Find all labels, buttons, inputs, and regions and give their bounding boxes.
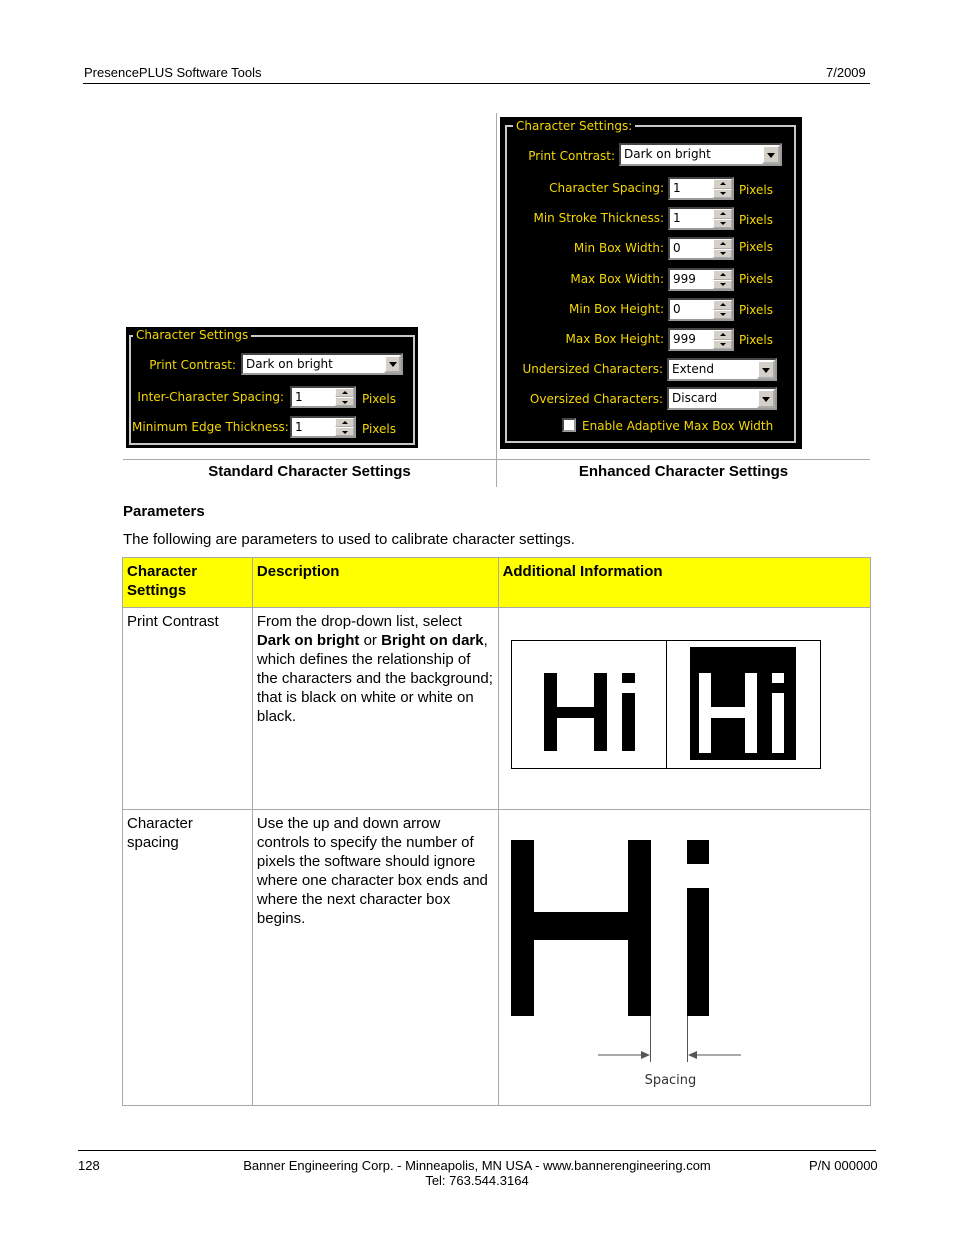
footer-phone: Tel: 763.544.3164 <box>425 1173 529 1188</box>
character-spacing-stepper[interactable] <box>713 179 732 198</box>
unit-label: Pixels <box>739 240 774 254</box>
print-contrast-label: Print Contrast: <box>528 149 615 163</box>
character-spacing-label: Character Spacing: <box>549 181 664 195</box>
header-character-settings: Character Settings <box>123 558 253 608</box>
chevron-down-icon[interactable] <box>384 355 401 373</box>
min-box-width-stepper[interactable] <box>713 239 732 258</box>
unit-label: Pixels <box>362 422 397 436</box>
letter-h-stem <box>628 840 651 1016</box>
parameters-table <box>122 557 871 1106</box>
max-box-width-input[interactable]: 999 <box>668 268 734 291</box>
inter-character-spacing-label: Inter-Character Spacing: <box>137 390 284 404</box>
panel-title: Character Settings <box>133 328 251 342</box>
letter-i-dot <box>622 673 635 683</box>
setting-name: Print Contrast <box>123 608 253 810</box>
minimum-edge-thickness-input[interactable]: 1 <box>290 416 356 438</box>
minimum-edge-thickness-label: Minimum Edge Thickness: <box>132 420 289 434</box>
figure-caption-rule <box>123 459 870 460</box>
spacing-label: Spacing <box>644 1073 697 1088</box>
letter-i-stem <box>687 888 709 1016</box>
spacing-arrows <box>594 1048 744 1062</box>
table-row <box>123 608 871 810</box>
minimum-edge-thickness-stepper[interactable] <box>335 418 354 436</box>
parameters-heading: Parameters <box>123 503 205 520</box>
max-box-width-stepper[interactable] <box>713 270 732 289</box>
undersized-characters-label: Undersized Characters: <box>522 362 663 376</box>
footer-rule <box>78 1150 876 1151</box>
enable-adaptive-label: Enable Adaptive Max Box Width <box>582 419 774 433</box>
table-row <box>123 810 871 1106</box>
panel-title: Character Settings: <box>513 119 635 133</box>
max-box-height-input[interactable]: 999 <box>668 328 734 351</box>
chevron-down-icon[interactable] <box>762 145 780 164</box>
min-stroke-thickness-stepper[interactable] <box>713 209 732 228</box>
inter-character-spacing-input[interactable]: 1 <box>290 386 356 408</box>
unit-label: Pixels <box>739 183 774 197</box>
enhanced-caption: Enhanced Character Settings <box>578 463 789 480</box>
running-header-date: 7/2009 <box>826 65 866 80</box>
print-contrast-label: Print Contrast: <box>149 358 236 372</box>
unit-label: Pixels <box>362 392 397 406</box>
footer-part-number: P/N 000000 <box>809 1158 878 1173</box>
header-additional-information: Additional Information <box>498 558 870 608</box>
unit-label: Pixels <box>739 303 774 317</box>
min-stroke-thickness-input[interactable]: 1 <box>668 207 734 230</box>
unit-label: Pixels <box>739 213 774 227</box>
min-box-height-label: Min Box Height: <box>569 302 664 316</box>
chevron-down-icon[interactable] <box>757 389 775 408</box>
min-box-height-stepper[interactable] <box>713 300 732 319</box>
min-box-width-label: Min Box Width: <box>573 241 664 255</box>
figure-divider <box>496 113 497 487</box>
setting-description: From the drop-down list, select Dark on bright or Bright on dark, which defines the relationship of the characters and the background; that is black on white or white on black. <box>252 608 498 810</box>
setting-name: Character spacing <box>123 810 253 1106</box>
table-header-row <box>123 558 871 608</box>
min-box-width-input[interactable]: 0 <box>668 237 734 260</box>
letter-i-stem <box>622 693 635 751</box>
enhanced-character-settings-panel <box>500 117 802 449</box>
standard-character-settings-panel <box>126 327 418 448</box>
letter-h-stem <box>594 673 607 751</box>
oversized-characters-label: Oversized Characters: <box>529 392 663 406</box>
max-box-width-label: Max Box Width: <box>570 272 664 286</box>
max-box-height-label: Max Box Height: <box>565 332 664 346</box>
min-stroke-thickness-label: Min Stroke Thickness: <box>533 211 664 225</box>
page-number: 128 <box>78 1158 100 1173</box>
chevron-down-icon[interactable] <box>757 360 775 379</box>
standard-caption: Standard Character Settings <box>208 463 411 480</box>
spacing-figure-cell <box>498 810 870 1106</box>
parameters-intro: The following are parameters to used to calibrate character settings. <box>123 531 575 548</box>
header-rule <box>83 83 870 84</box>
character-spacing-input[interactable]: 1 <box>668 177 734 200</box>
running-header-title: PresencePLUS Software Tools <box>84 65 262 80</box>
print-contrast-figure-cell <box>498 608 870 810</box>
unit-label: Pixels <box>739 272 774 286</box>
setting-description: Use the up and down arrow controls to specify the number of pixels the software should ignore where one character box ends and where the next character box begins. <box>252 810 498 1106</box>
header-description: Description <box>252 558 498 608</box>
inter-character-spacing-stepper[interactable] <box>335 388 354 406</box>
undersized-characters-select[interactable]: Extend <box>667 358 777 381</box>
enable-adaptive-checkbox[interactable] <box>562 418 576 432</box>
letter-i-dot <box>687 840 709 864</box>
print-contrast-select[interactable]: Dark on bright <box>241 353 403 375</box>
oversized-characters-select[interactable]: Discard <box>667 387 777 410</box>
print-contrast-select[interactable]: Dark on bright <box>619 143 782 166</box>
max-box-height-stepper[interactable] <box>713 330 732 349</box>
footer-company: Banner Engineering Corp. - Minneapolis, MN USA - www.bannerengineering.com <box>243 1158 711 1173</box>
print-contrast-figure <box>511 640 821 769</box>
unit-label: Pixels <box>739 333 774 347</box>
min-box-height-input[interactable]: 0 <box>668 298 734 321</box>
